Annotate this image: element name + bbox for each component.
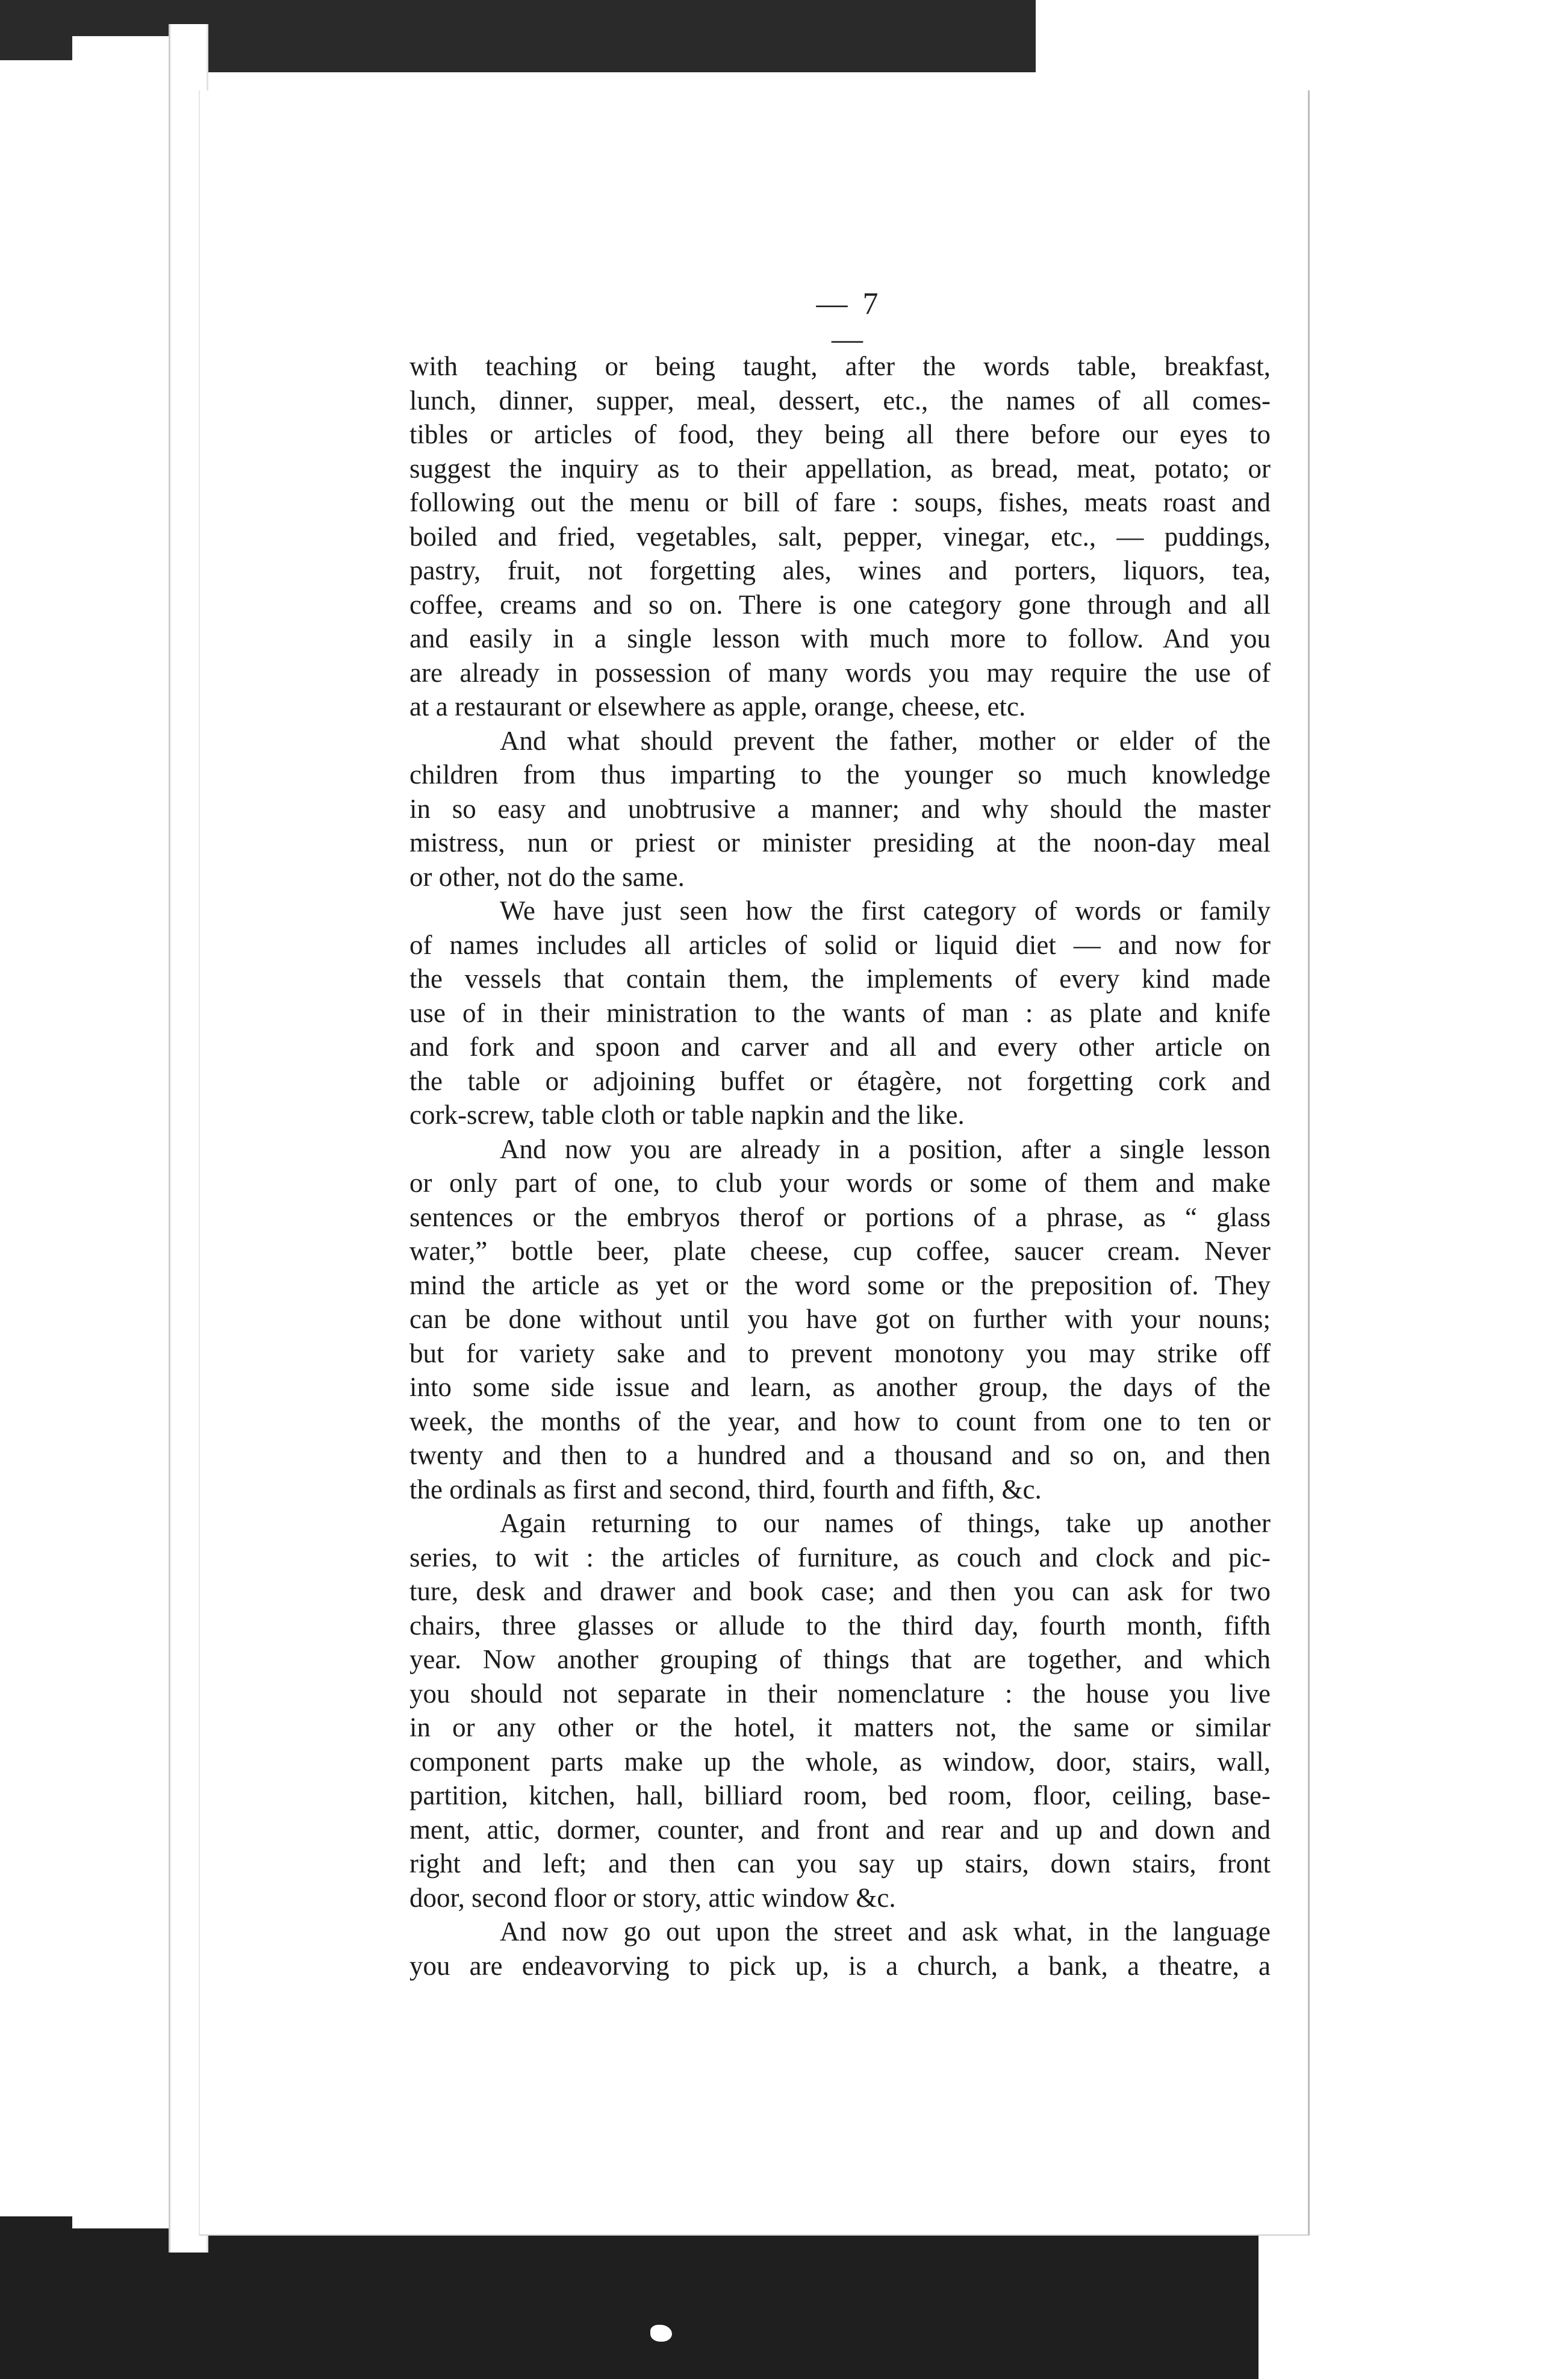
text-line: you are endeavorving to pick up, is a church, a bank, a theatre, a — [409, 1950, 1271, 1981]
text-line: or only part of one, to club your words or some of them and make — [409, 1168, 1271, 1198]
text-line: Again returning to our names of things, take up another — [500, 1508, 1271, 1538]
text-line: at a restaurant or elsewhere as apple, orange, cheese, etc. — [409, 691, 1026, 722]
text-line: right and left; and then can you say up stairs, down stairs, front — [409, 1848, 1271, 1879]
paragraph-6 — [409, 1915, 1271, 1983]
text-line: coffee, creams and so on. There is one category gone through and all — [409, 589, 1271, 620]
paragraph-4 — [409, 1132, 1271, 1507]
text-line: sentences or the embryos therof or portions of a phrase, as “ glass — [409, 1202, 1271, 1232]
text-line: door, second floor or story, attic window &c. — [409, 1882, 896, 1913]
text-line: and easily in a single lesson with much more to follow. And you — [409, 623, 1271, 653]
text-line: And now you are already in a position, after a single lesson — [500, 1133, 1271, 1164]
text-line: with teaching or being taught, after the words table, breakfast, — [409, 351, 1271, 381]
text-line: in so easy and unobtrusive a manner; and why should the master — [409, 793, 1271, 824]
text-line: in or any other or the hotel, it matters not, the same or similar — [409, 1712, 1271, 1742]
text-line: mistress, nun or priest or minister presiding at the noon-day meal — [409, 828, 1271, 858]
text-line: ture, desk and drawer and book case; and then you can ask for two — [409, 1576, 1271, 1606]
text-line: boiled and fried, vegetables, salt, pepper, vinegar, etc., — puddings, — [409, 521, 1271, 552]
text-line: tibles or articles of food, they being all there before our eyes to — [409, 419, 1271, 449]
paragraph-3 — [409, 894, 1271, 1132]
text-line: suggest the inquiry as to their appellation, as bread, meat, potato; or — [409, 453, 1271, 484]
text-line: are already in possession of many words you may require the use of — [409, 657, 1271, 688]
scan-border-top-right — [1036, 0, 1568, 90]
scan-artifact — [650, 2325, 672, 2342]
text-line: water,” bottle beer, plate cheese, cup coffee, saucer cream. Never — [409, 1236, 1271, 1266]
adjacent-page-edge — [0, 60, 74, 2216]
adjacent-page — [72, 36, 169, 2228]
text-line: children from thus imparting to the younger so much knowledge — [409, 759, 1271, 790]
text-line: you should not separate in their nomenclature : the house you live — [409, 1678, 1271, 1709]
text-line: ment, attic, dormer, counter, and front and rear and up and down and — [409, 1814, 1271, 1845]
scan-border-bottom-right — [1258, 2216, 1568, 2379]
text-line: following out the menu or bill of fare : soups, fishes, meats roast and — [409, 487, 1271, 517]
text-line: And what should prevent the father, mother or elder of the — [500, 725, 1271, 756]
paragraph-1 — [409, 349, 1271, 724]
text-line: component parts make up the whole, as window, door, stairs, wall, — [409, 1746, 1271, 1777]
text-line: but for variety sake and to prevent monotony you may strike off — [409, 1338, 1271, 1368]
text-line: can be done without until you have got on further with your nouns; — [409, 1304, 1271, 1334]
text-line: into some side issue and learn, as another group, the days of the — [409, 1372, 1271, 1402]
page-body — [409, 349, 1271, 1983]
text-line: use of in their ministration to the wants of man : as plate and knife — [409, 997, 1271, 1028]
text-line: lunch, dinner, supper, meal, dessert, etc., the names of all comes- — [409, 385, 1271, 416]
paragraph-5 — [409, 1506, 1271, 1915]
text-line: week, the months of the year, and how to count from one to ten or — [409, 1406, 1271, 1436]
page-number: — 7 — — [816, 287, 882, 357]
text-line: the table or adjoining buffet or étagère, not forgetting cork and — [409, 1065, 1271, 1096]
paragraph-2 — [409, 724, 1271, 894]
text-line: mind the article as yet or the word some or the preposition of. They — [409, 1270, 1271, 1300]
text-line: series, to wit : the articles of furniture, as couch and clock and pic- — [409, 1542, 1271, 1573]
text-line: the vessels that contain them, the implements of every kind made — [409, 964, 1271, 994]
text-line: of names includes all articles of solid or liquid diet — and now for — [409, 929, 1271, 960]
text-line: twenty and then to a hundred and a thousand and so on, and then — [409, 1440, 1271, 1470]
text-line: or other, not do the same. — [409, 861, 685, 892]
text-line: chairs, three glasses or allude to the third day, fourth month, fifth — [409, 1610, 1271, 1641]
text-line: the ordinals as first and second, third, fourth and fifth, &c. — [409, 1474, 1042, 1504]
text-line: year. Now another grouping of things that are together, and which — [409, 1644, 1271, 1674]
text-line: We have just seen how the first category of words or family — [500, 896, 1271, 926]
text-line: and fork and spoon and carver and all and every other article on — [409, 1032, 1271, 1062]
text-line: partition, kitchen, hall, billiard room, bed room, floor, ceiling, base- — [409, 1780, 1271, 1810]
text-line: And now go out upon the street and ask what, in the language — [500, 1916, 1271, 1947]
text-line: pastry, fruit, not forgetting ales, wines and porters, liquors, tea, — [409, 555, 1271, 585]
text-line: cork-screw, table cloth or table napkin and the like. — [409, 1100, 965, 1130]
